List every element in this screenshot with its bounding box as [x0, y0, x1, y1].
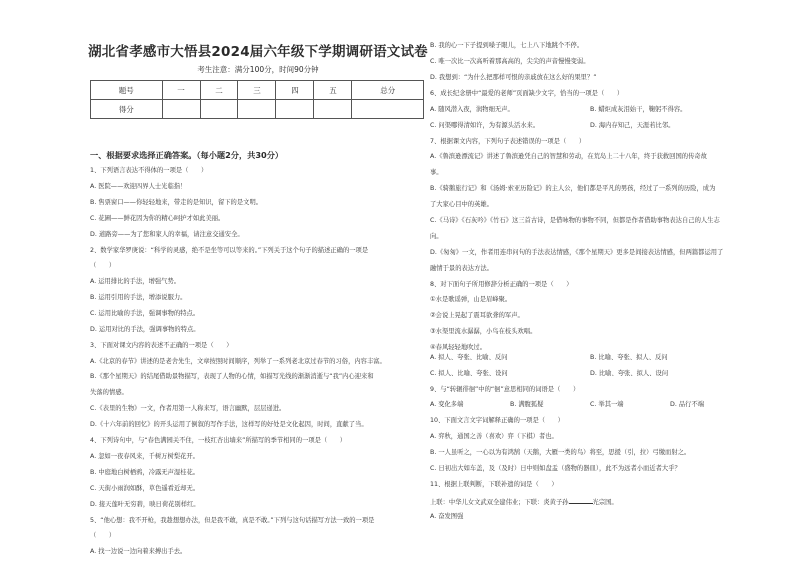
score-cell	[276, 100, 314, 119]
option-q8-d: D. 比喻、夸张、拟人、设问	[590, 370, 669, 377]
option-q9-a: A. 变化多端	[430, 401, 464, 408]
question-line: 4、下列诗句中，与“春色满园关不住，一枝红杏出墙来”所描写的季节相同的一项是（ ）	[90, 437, 347, 444]
option-q6-a: A. 随风潜入夜，润物细无声。	[430, 106, 514, 113]
score-row-label: 得分	[91, 100, 163, 119]
option-q8-c: C. 拟人、比喻、夸张、设问	[430, 370, 508, 377]
option-row-q8-2	[430, 370, 760, 378]
score-cell	[200, 100, 238, 119]
question-line: A. 找一边说一边向着来搏出手去。	[90, 548, 187, 555]
question-line: C. 运用比喻的手法，强调事物的特点。	[90, 310, 200, 317]
question-line: D. 道路旁——为了您和家人的幸福，请注意交通安全。	[90, 231, 244, 238]
question-line: D. 运用对比的手法，强调事物的特点。	[90, 326, 200, 333]
question-line: 事。	[430, 169, 443, 176]
score-header-cell: 二	[200, 81, 238, 100]
question-line: B. 运用引用的手法，增添说服力。	[90, 294, 187, 301]
question-line: 6、成长纪念册中“最爱的老师”页面缺少文字，恰当的一项是（ ）	[430, 90, 624, 97]
question-line: （ ）	[90, 262, 116, 269]
question-line: ②会说上晃起了震耳欲聋的军声。	[430, 312, 524, 319]
question-line: C. 日初出大如车盖，及（及时）日中则如盘盂（盛物的器皿），此不为远者小而近者大乎？	[430, 465, 681, 472]
question-line: C.《马诗》《石灰吟》《竹石》这三首古诗，是借咏物的事物不同，但都是作者借助事物表达自己的人生志	[430, 217, 720, 224]
score-cell	[162, 100, 200, 119]
score-cell	[238, 100, 276, 119]
question-line: 11、根据上联判断，下联补遗的词是（ ）	[430, 481, 558, 488]
score-header-cell: 题号	[91, 81, 163, 100]
question-line: A. 弈秋，通国之善（喜欢）弈（下棋）者也。	[430, 433, 558, 440]
option-q9-b: B. 满腹狐疑	[510, 401, 544, 408]
question-line: ①水是歌谣弹，山是眉峰聚。	[430, 296, 512, 303]
option-row-q9	[430, 401, 760, 409]
question-line: C. 唯一次比一次高听着那高高的，尖尖的声音慢慢变弱。	[430, 58, 590, 65]
question-line: D.《匆匆》一文，作者用连串问句的手法表达情感，《那个星期天》更多是间接表达情感，但两篇都运用了	[430, 249, 724, 256]
question-line: C. 花圃——鲜花因为你的精心呵护才如此美丽。	[90, 215, 225, 222]
question-line: 10、下面文言文字词解释正确的一项是（ ）	[430, 417, 564, 424]
exam-notice: 考生注意：满分100分，时间90分钟	[197, 65, 319, 74]
exam-title: 湖北省孝感市大悟县2024届六年级下学期调研语文试卷	[88, 44, 428, 60]
question-line: B.《那个星期天》的结尾借助景物描写，表现了人物的心情，如描写光线的渐渐消逝与“我”内心迎来和	[90, 373, 374, 380]
question-line: A.《北京的春节》讲述的是老舍先生，文章按照时间顺序，列举了一系列老北京过春节的习俗，内容丰富。	[90, 358, 386, 365]
question-line: D. 我想到：“为什么把那样可恨的亲戚放在这么好的果里？”	[430, 74, 597, 81]
score-header-cell: 四	[276, 81, 314, 100]
score-table	[90, 80, 424, 119]
question-line-q11-couplet	[430, 497, 618, 507]
question-line: B. 售票窗口——你轻轻地来，带走的是知识，留下的是文明。	[90, 199, 263, 206]
score-header-cell: 五	[314, 81, 352, 100]
option-row-q6	[430, 106, 760, 114]
option-q8-b: B. 比喻、夸张、拟人、反问	[590, 354, 668, 361]
score-table-row	[91, 100, 424, 119]
answer-blank[interactable]	[569, 497, 593, 504]
option-q9-d: D. 品行不端	[670, 401, 705, 408]
question-line: A.《鲁滨逊漂流记》讲述了鲁滨逊凭自己的智慧和劳动，在荒岛上二十八年，终于获救回国的传奇故	[430, 153, 707, 160]
question-line: 7、根据课文内容，下列句子表述错误的一项是（ ）	[430, 138, 586, 145]
question-line: B. 一人虽听之，一心以为有鸿鹄（天鹅，大雁一类的鸟）将至，思援（引，拉）弓缴而射之。	[430, 449, 691, 456]
score-header-cell: 一	[162, 81, 200, 100]
option-q8-a: A. 拟人、夸张、比喻、反问	[430, 354, 508, 361]
question-line: D.《十六年前的回忆》的开头运用了倒叙的写作手法，这样写的好处是文化起因，时间，直献了当。	[90, 421, 368, 428]
question-line: C.《表里的生物》一文，作者用第一人称来写，语言幽默，层层递进。	[90, 405, 286, 412]
question-line: 了大家心目中的英雄。	[430, 201, 493, 208]
question-line: 3、下面对课文内容的表述不正确的一项是（ ）	[90, 342, 233, 349]
question-line: 失落的情感。	[90, 389, 128, 396]
question-line: 9、与“转辗徘徊”中的“徊”意思相同的词语是（ ）	[430, 386, 580, 393]
score-cell	[314, 100, 352, 119]
question-line: ③水渠里流水潺潺，小鸟在枝头欢唱。	[430, 328, 537, 335]
question-line: B. 中庭地白树栖鸦，冷露无声湿桂花。	[90, 469, 200, 476]
question-line: D. 接天莲叶无穷碧，映日荷花别样红。	[90, 501, 200, 508]
question-line: 5、“他心想：我不开枪，我趁想想办法，但是我不敢，真是不敢。”下列与这句话描写方法一致的一项是	[90, 517, 375, 524]
option-q6-d: D. 海内存知己，天涯若比邻。	[590, 122, 675, 129]
option-q6-b: B. 蜡炬成灰泪始干，鞠躬不得容。	[590, 106, 687, 113]
question-line: 2、数学家华罗庚说：“科学的灵感，绝不是坐等可以等来的。”下列关于这个句子的描述正确的一项是	[90, 247, 369, 254]
question-line: 1、下列语言表达不得体的一项是（ ）	[90, 167, 208, 174]
option-q9-c: C. 举其一端	[590, 401, 624, 408]
option-row-q8	[430, 354, 760, 362]
score-header-cell: 总分	[352, 81, 424, 100]
question-line: （ ）	[90, 532, 116, 539]
option-row-q6-2	[430, 122, 760, 130]
question-line: ④春风轻轻地吹过。	[430, 344, 487, 351]
question-line: 8、对下面句子所用修辞分析正确的一项是（ ）	[430, 281, 573, 288]
question-line: C. 天街小雨润如酥，草色遥看近却无。	[90, 485, 200, 492]
question-line: A. 医院——欢迎四界人士光临指！	[90, 183, 187, 190]
question-line: 向。	[430, 233, 443, 240]
question-line: B.《骑鹅旅行记》和《汤姆·索亚历险记》的主人公，他们都是平凡的男孩，经过了一系列的历险，成为	[430, 185, 716, 192]
couplet-text: 上联：中华儿女文武双全建伟业；下联：炎黄子孙	[430, 499, 569, 506]
question-line: B. 我的心一下子提到嗓子眼儿，七上八下地跳个不停。	[430, 42, 584, 49]
question-line: A. 忽如一夜春风来，千树万树梨花开。	[90, 453, 199, 460]
section-1-title: 一、根据要求选择正确答案。（每小题2分，共30分）	[90, 150, 284, 160]
option-q6-c: C. 问渠哪得清如许，为有源头活水来。	[430, 122, 540, 129]
score-table-header	[91, 81, 424, 100]
question-line: 融情于景的表达方法。	[430, 265, 493, 272]
score-header-cell: 三	[238, 81, 276, 100]
couplet-tail: 光宗国。	[592, 499, 618, 506]
question-line: A. 运用排比的手法，增强气势。	[90, 278, 181, 285]
question-line: A. 奋发图强	[430, 513, 464, 520]
score-cell	[352, 100, 424, 119]
